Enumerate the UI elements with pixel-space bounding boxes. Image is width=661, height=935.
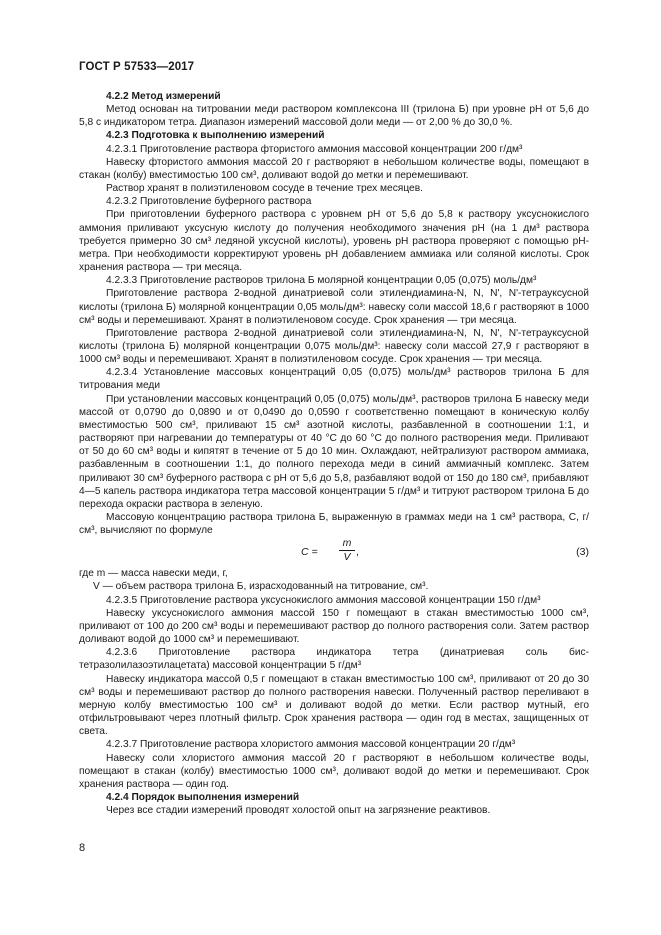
subsection-4-2-3-3-title: 4.2.3.3 Приготовление растворов трилона Б молярной концентрации 0,05 (0,075) моль/дм³	[106, 275, 537, 287]
trilon-0-075-paragraph: Приготовление раствора 2-водной динатриевой соли этилендиамина-N, N, N', N'-тетрауксусной кислоты (трилона Б) молярной концентрации 0,075 моль/дм³: навеску соли массой 27,9 г растворяют в 1000 см³ воды и перемешивают. Хранят в полиэтиленовом сосуде. Срок хранения — три месяца.	[79, 327, 589, 366]
page-number: 8	[79, 842, 86, 854]
indicator-paragraph: Навеску индикатора массой 0,5 г помещают в стакан вместимостью 100 см³, приливают от 20 до 30 см³ воды и перемешивают раствор до полного растворения навески. Полученный раствор переливают в мерную колбу вместимостью 100 см³ и доливают водой до метки. Если раствор мутный, его отфильтровывают через плотный фильтр. Срок хранения раствора — один год в местах, защищенных от света.	[79, 673, 589, 738]
subsection-4-2-3-4-title: 4.2.3.4 Установление массовых концентраций 0,05 (0,075) моль/дм³ растворов трилона Б для титрования меди	[79, 367, 589, 392]
formula-lhs: C =	[301, 546, 318, 559]
formula-fraction	[339, 537, 355, 563]
formula-numerator: m	[339, 537, 355, 551]
trilon-0-05-paragraph: Приготовление раствора 2-водной динатриевой соли этилендиамина-N, N, N', N'-тетрауксусной кислоты (трилона Б) молярной концентрации 0,05 моль/дм³: навеску соли массой 18,6 г растворяют в 1000 см³ воды и перемешивают. Хранят в полиэтиленовом сосуде. Срок хранения — три месяца.	[79, 288, 589, 326]
subsection-4-2-3-2-title: 4.2.3.2 Приготовление буферного раствора	[106, 196, 312, 208]
legend-v: V — объем раствора трилона Б, израсходованный на титрование, см³.	[93, 581, 429, 593]
ammonium-fluoride-paragraph: Навеску фтористого аммония массой 20 г растворяют в небольшом количестве воды, помещают в стакан (колбу) вместимостью 100 см³, доливают водой до метки и перемешивают.	[79, 156, 589, 181]
subsection-4-2-3-7-title: 4.2.3.7 Приготовление раствора хлористого аммония массовой концентрации 20 г/дм³	[106, 739, 516, 751]
subsection-4-2-3-6-title: 4.2.3.6 Приготовление раствора индикатора тетра (динатриевая соль бис-тетразолилазоэтилацетата) массовой концентрации 5 г/дм³	[79, 647, 589, 672]
formula-number: (3)	[576, 546, 589, 559]
method-paragraph: Метод основан на титровании меди раствором комплексона III (трилона Б) при уровне pH от 5,6 до 5,8 с индикатором тетра. Диапазон измерений массовой доли меди — от 2,00 % до 30,0 %.	[79, 104, 589, 129]
formula-intro-paragraph: Массовую концентрацию раствора трилона Б, выраженную в граммах меди на 1 см³ раствора, C, г/см³, вычисляют по формуле	[79, 512, 589, 537]
legend-m: где m — масса навески меди, г,	[79, 568, 228, 580]
subsection-4-2-3-1-title: 4.2.3.1 Приготовление раствора фтористого аммония массовой концентрации 200 г/дм³	[106, 143, 523, 155]
storage-paragraph: Раствор хранят в полиэтиленовом сосуде в течение трех месяцев.	[106, 183, 423, 195]
body-text	[79, 90, 589, 817]
buffer-paragraph: При приготовлении буферного раствора с уровнем pH от 5,6 до 5,8 к раствору уксуснокислого аммония приливают уксусную кислоту до получения необходимого значения pH (на 1 дм³ раствора требуется примерно 30 см³ ледяной уксусной кислоты), уровень pH раствора проверяют с помощью pH-метра. При необходимости корректируют уровень pH добавлением аммиака или соляной кислоты. Срок хранения раствора — три месяца.	[79, 209, 589, 274]
formula-comma: ,	[356, 546, 359, 559]
ammonium-acetate-paragraph: Навеску уксуснокислого аммония массой 150 г помещают в стакан вместимостью 1000 см³, приливают от 100 до 200 см³ воды и перемешивают раствор до полного растворения соли. Затем раствор доливают водой до 1000 см³ и перемешивают.	[79, 607, 589, 646]
blank-test-paragraph: Через все стадии измерений проводят холостой опыт на загрязнение реактивов.	[106, 805, 491, 817]
section-4-2-3-heading: 4.2.3 Подготовка к выполнению измерений	[106, 130, 325, 142]
subsection-4-2-3-5-title: 4.2.3.5 Приготовление раствора уксуснокислого аммония массовой концентрации 150 г/дм³	[106, 594, 541, 606]
standard-header: ГОСТ Р 57533—2017	[79, 61, 195, 73]
formula-3	[79, 537, 589, 567]
section-4-2-2-heading: 4.2.2 Метод измерений	[106, 91, 221, 102]
ammonium-chloride-paragraph: Навеску соли хлористого аммония массой 20 г растворяют в небольшом количестве воды, помещают в стакан (колбу) вместимостью 1000 см³, доливают водой до метки и перемешивают. Срок хранения раствора — один год.	[79, 752, 589, 790]
formula-denominator: V	[343, 551, 351, 564]
standardization-paragraph: При установлении массовых концентраций 0,05 (0,075) моль/дм³, растворов трилона Б навеску меди массой от 0,0790 до 0,0890 и от 0,0490 до 0,0590 г соответственно помещают в коническую колбу вместимостью 500 см³, приливают 15 см³ азотной кислоты, разбавленной в соотношении 1:1, и растворяют при нагревании до температуры от 40 °С до 60 °С до полного растворения меди. Приливают от 50 до 60 см³ воды и кипятят в течение от 5 до 10 мин. Охлаждают, нейтрализуют раствором аммиака, разбавленным в соотношении 1:1, до полного перехода меди в синий аммиачный комплекс. Затем приливают 30 см³ буферного раствора с pH от 5,6 до 5,8, разбавляют водой от 150 до 180 см³, прибавляют 4—5 капель раствора индикатора тетра массовой концентрации 5 г/дм³ и титруют раствором трилона Б до перехода окраски раствора в зеленую.	[79, 393, 589, 510]
section-4-2-4-heading: 4.2.4 Порядок выполнения измерений	[106, 791, 300, 803]
